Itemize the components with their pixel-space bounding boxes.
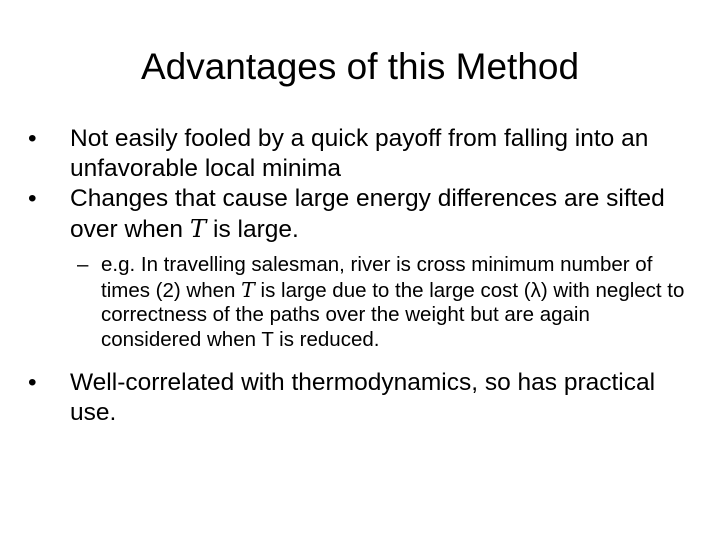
math-variable: T [241,277,255,302]
slide-content [24,124,694,428]
bullet-item [24,368,694,428]
bullet-marker: • [28,125,37,152]
sub-bullet-text: is large due to the large cost (λ) with neglect to correctness of the paths over the weight but are again considered when T is reduced. [101,278,685,351]
bullet-text: is large. [206,216,299,243]
bullet-marker: • [28,185,37,212]
slide-title: Advantages of this Method [140,46,580,87]
sub-bullet-text: e.g. In travelling salesman, river is cross minimum number of times (2) when [101,253,653,302]
sub-bullet-marker: – [77,253,89,276]
sub-bullet-item [77,253,694,352]
spacer [24,352,694,368]
spacer [24,245,694,253]
bullet-text: Changes that cause large energy differences are sifted over when [70,185,665,243]
bullet-text: Well-correlated with thermodynamics, so has practical use. [70,369,656,426]
bullet-marker: • [28,369,37,396]
bullet-item [24,184,694,245]
bullet-item [24,124,694,184]
bullet-text: Not easily fooled by a quick payoff from falling into an unfavorable local minima [70,125,649,182]
math-variable: T [189,214,207,243]
